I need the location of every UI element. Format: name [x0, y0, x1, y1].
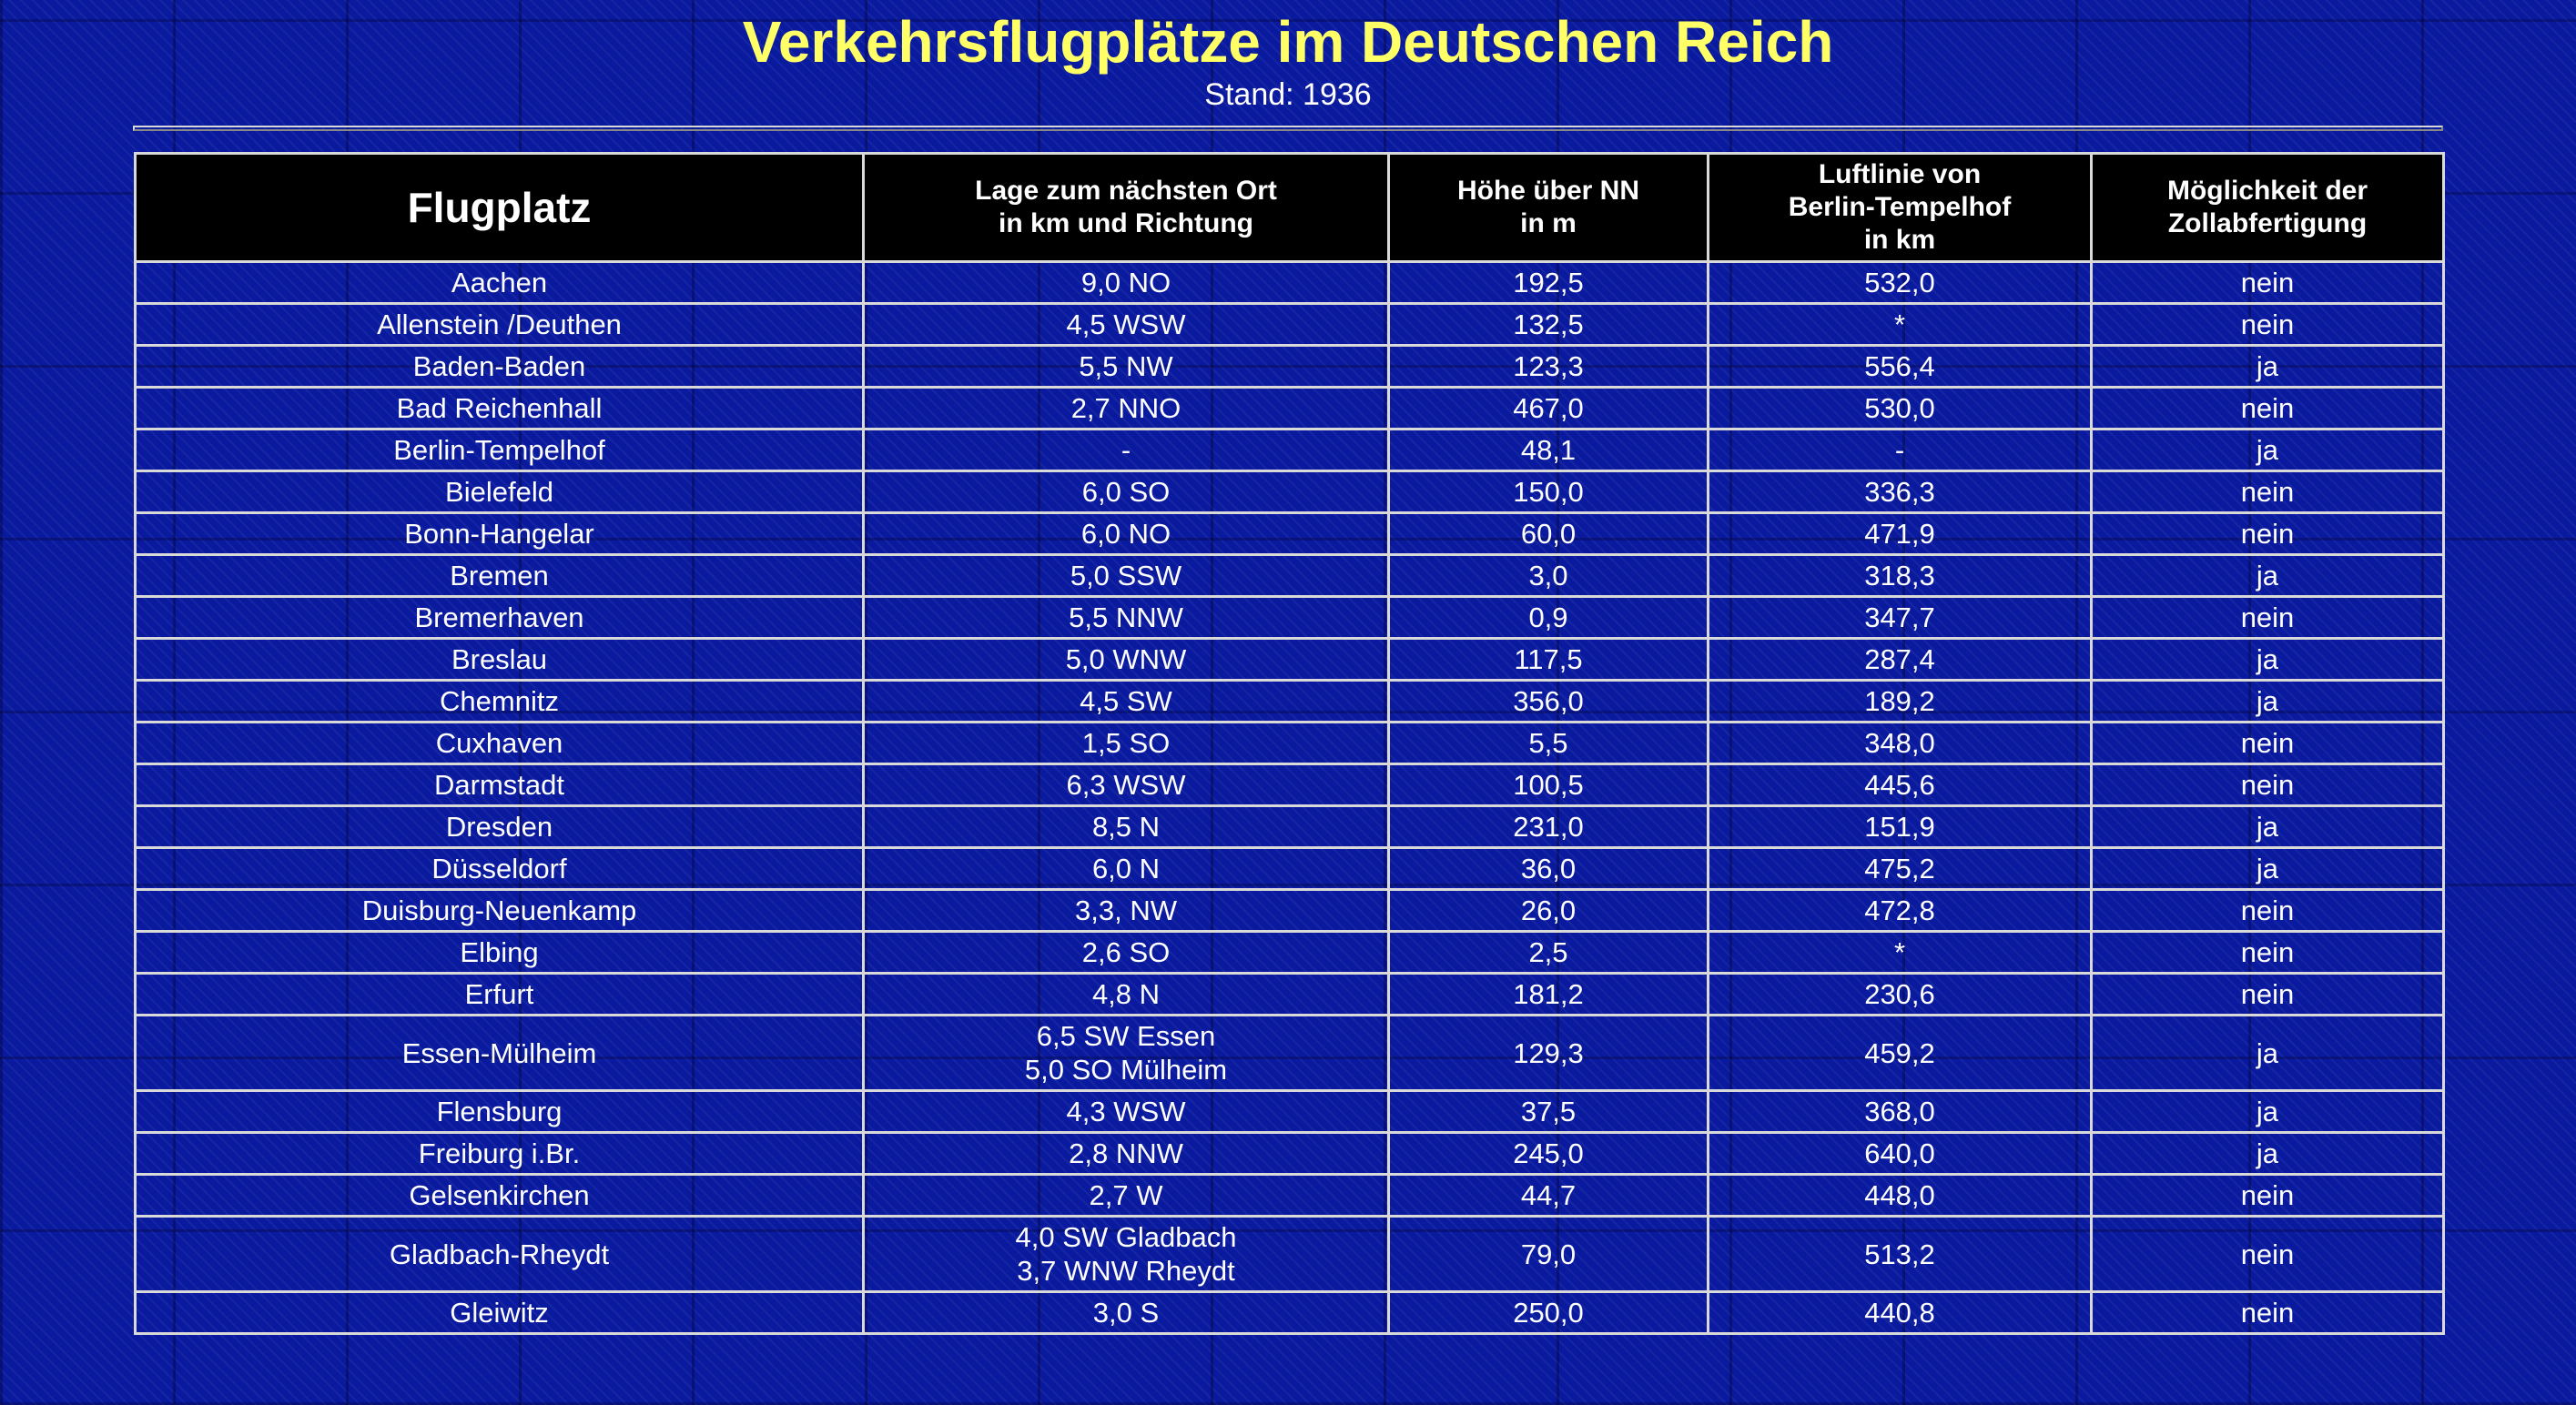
cell-hoehe: 100,5: [1389, 764, 1709, 806]
cell-lage: [864, 555, 1389, 597]
cell-flugplatz: Freiburg i.Br.: [136, 1133, 864, 1175]
table-row: [136, 806, 2444, 848]
column-header-line: Luftlinie von: [1818, 159, 1982, 189]
cell-lage: [864, 1091, 1389, 1133]
column-header-line: Flugplatz: [407, 184, 592, 231]
table-row: [136, 848, 2444, 890]
cell-luftlinie: 448,0: [1709, 1175, 2092, 1217]
cell-lage-line: 3,0 S: [1092, 1297, 1160, 1329]
column-header-line: Berlin-Tempelhof: [1788, 192, 2012, 222]
cell-lage-line: 5,0 SSW: [1070, 560, 1182, 591]
table-head: [136, 154, 2444, 262]
cell-zoll: nein: [2092, 1175, 2444, 1217]
cell-flugplatz: Darmstadt: [136, 764, 864, 806]
column-header-line: Möglichkeit der: [2166, 176, 2368, 206]
cell-luftlinie: *: [1709, 304, 2092, 346]
cell-flugplatz: Berlin-Tempelhof: [136, 430, 864, 471]
cell-zoll: nein: [2092, 304, 2444, 346]
cell-lage-line: 3,7 WNW Rheydt: [1017, 1255, 1235, 1287]
cell-luftlinie: 230,6: [1709, 974, 2092, 1016]
column-header-hoehe: [1389, 154, 1709, 262]
table-row: [136, 262, 2444, 304]
cell-lage: [864, 1292, 1389, 1334]
cell-hoehe: 132,5: [1389, 304, 1709, 346]
cell-zoll: ja: [2092, 1091, 2444, 1133]
cell-zoll: nein: [2092, 723, 2444, 764]
cell-lage: [864, 1133, 1389, 1175]
page-header: [0, 0, 2576, 113]
cell-hoehe: 44,7: [1389, 1175, 1709, 1217]
cell-lage-line: 4,3 WSW: [1066, 1096, 1186, 1127]
cell-hoehe: 26,0: [1389, 890, 1709, 932]
cell-luftlinie: 513,2: [1709, 1217, 2092, 1292]
cell-flugplatz: Aachen: [136, 262, 864, 304]
cell-lage-line: 8,5 N: [1091, 811, 1161, 843]
cell-luftlinie: 318,3: [1709, 555, 2092, 597]
cell-zoll: ja: [2092, 1133, 2444, 1175]
cell-luftlinie: 336,3: [1709, 471, 2092, 513]
cell-hoehe: 181,2: [1389, 974, 1709, 1016]
cell-flugplatz: Cuxhaven: [136, 723, 864, 764]
cell-flugplatz: Chemnitz: [136, 681, 864, 723]
cell-luftlinie: 287,4: [1709, 639, 2092, 681]
cell-lage: [864, 890, 1389, 932]
cell-zoll: nein: [2092, 1217, 2444, 1292]
cell-zoll: nein: [2092, 262, 2444, 304]
table-row: [136, 513, 2444, 555]
cell-flugplatz: Bremen: [136, 555, 864, 597]
cell-zoll: ja: [2092, 555, 2444, 597]
cell-hoehe: 356,0: [1389, 681, 1709, 723]
cell-zoll: ja: [2092, 681, 2444, 723]
cell-lage: [864, 513, 1389, 555]
cell-lage: [864, 723, 1389, 764]
cell-hoehe: 467,0: [1389, 388, 1709, 430]
cell-lage-line: 2,6 SO: [1081, 936, 1171, 968]
cell-flugplatz: Essen-Mülheim: [136, 1016, 864, 1091]
cell-luftlinie: 368,0: [1709, 1091, 2092, 1133]
table-row: [136, 346, 2444, 388]
cell-flugplatz: Bremerhaven: [136, 597, 864, 639]
table-row: [136, 1091, 2444, 1133]
cell-flugplatz: Dresden: [136, 806, 864, 848]
cell-lage-line: 2,7 NNO: [1070, 392, 1182, 424]
cell-lage-line: 2,8 NNW: [1069, 1137, 1183, 1169]
cell-lage: [864, 346, 1389, 388]
cell-lage-line: 5,0 SO Mülheim: [1024, 1054, 1228, 1086]
cell-luftlinie: 532,0: [1709, 262, 2092, 304]
cell-zoll: nein: [2092, 974, 2444, 1016]
cell-zoll: nein: [2092, 597, 2444, 639]
cell-hoehe: 36,0: [1389, 848, 1709, 890]
cell-zoll: nein: [2092, 471, 2444, 513]
cell-flugplatz: Erfurt: [136, 974, 864, 1016]
column-header-zoll: [2092, 154, 2444, 262]
cell-zoll: ja: [2092, 639, 2444, 681]
table-row: [136, 1175, 2444, 1217]
cell-lage: [864, 430, 1389, 471]
cell-hoehe: 3,0: [1389, 555, 1709, 597]
cell-lage-line: 6,0 N: [1091, 853, 1161, 884]
table-row: [136, 471, 2444, 513]
cell-hoehe: 250,0: [1389, 1292, 1709, 1334]
column-header-line: in km: [1863, 225, 1936, 255]
column-header-luftlinie: [1709, 154, 2092, 262]
cell-flugplatz: Allenstein /Deuthen: [136, 304, 864, 346]
table-row: [136, 304, 2444, 346]
table-row: [136, 723, 2444, 764]
table-row: [136, 639, 2444, 681]
cell-hoehe: 192,5: [1389, 262, 1709, 304]
cell-lage-line: -: [1121, 434, 1131, 466]
cell-lage-line: 4,8 N: [1091, 978, 1161, 1010]
cell-zoll: ja: [2092, 1016, 2444, 1091]
cell-lage-line: 3,3, NW: [1075, 895, 1177, 926]
cell-hoehe: 60,0: [1389, 513, 1709, 555]
cell-lage-line: 9,0 NO: [1080, 267, 1171, 298]
table-row: [136, 555, 2444, 597]
cell-lage-line: 4,0 SW Gladbach: [1015, 1221, 1237, 1253]
cell-luftlinie: 530,0: [1709, 388, 2092, 430]
column-header-line: Lage zum nächsten Ort: [975, 176, 1277, 206]
table-row: [136, 1292, 2444, 1334]
cell-zoll: ja: [2092, 430, 2444, 471]
cell-hoehe: 231,0: [1389, 806, 1709, 848]
cell-zoll: nein: [2092, 1292, 2444, 1334]
cell-zoll: nein: [2092, 890, 2444, 932]
cell-hoehe: 79,0: [1389, 1217, 1709, 1292]
table-row: [136, 1217, 2444, 1292]
cell-flugplatz: Gelsenkirchen: [136, 1175, 864, 1217]
column-header-line: Zollabfertigung: [2167, 208, 2368, 238]
column-header-line: Höhe über NN: [1456, 176, 1639, 206]
cell-luftlinie: 475,2: [1709, 848, 2092, 890]
cell-lage: [864, 848, 1389, 890]
table-row: [136, 388, 2444, 430]
table-row: [136, 681, 2444, 723]
cell-luftlinie: 471,9: [1709, 513, 2092, 555]
cell-luftlinie: 556,4: [1709, 346, 2092, 388]
cell-flugplatz: Bad Reichenhall: [136, 388, 864, 430]
cell-hoehe: 117,5: [1389, 639, 1709, 681]
cell-hoehe: 0,9: [1389, 597, 1709, 639]
table-row: [136, 1133, 2444, 1175]
cell-zoll: nein: [2092, 513, 2444, 555]
cell-zoll: nein: [2092, 932, 2444, 974]
cell-flugplatz: Baden-Baden: [136, 346, 864, 388]
cell-luftlinie: -: [1709, 430, 2092, 471]
table-row: [136, 597, 2444, 639]
cell-luftlinie: *: [1709, 932, 2092, 974]
cell-flugplatz: Flensburg: [136, 1091, 864, 1133]
cell-zoll: nein: [2092, 764, 2444, 806]
cell-lage: [864, 388, 1389, 430]
cell-hoehe: 129,3: [1389, 1016, 1709, 1091]
cell-lage: [864, 932, 1389, 974]
column-header-line: in km und Richtung: [999, 208, 1253, 238]
cell-zoll: nein: [2092, 388, 2444, 430]
cell-lage: [864, 262, 1389, 304]
table-row: [136, 974, 2444, 1016]
cell-lage: [864, 1217, 1389, 1292]
cell-lage-line: 4,5 SW: [1080, 685, 1172, 717]
cell-luftlinie: 440,8: [1709, 1292, 2092, 1334]
cell-hoehe: 2,5: [1389, 932, 1709, 974]
cell-zoll: ja: [2092, 848, 2444, 890]
cell-lage: [864, 764, 1389, 806]
cell-luftlinie: 348,0: [1709, 723, 2092, 764]
table-row: [136, 764, 2444, 806]
cell-lage: [864, 974, 1389, 1016]
table-row: [136, 890, 2444, 932]
cell-luftlinie: 189,2: [1709, 681, 2092, 723]
cell-lage: [864, 806, 1389, 848]
cell-lage-line: 6,0 NO: [1080, 518, 1171, 550]
cell-luftlinie: 445,6: [1709, 764, 2092, 806]
cell-flugplatz: Duisburg-Neuenkamp: [136, 890, 864, 932]
cell-lage: [864, 1016, 1389, 1091]
column-header-line: in m: [1520, 208, 1577, 238]
cell-lage-line: 1,5 SO: [1081, 727, 1171, 759]
cell-lage-line: 6,5 SW Essen: [1036, 1020, 1216, 1052]
cell-lage-line: 4,5 WSW: [1066, 308, 1186, 340]
airports-table: [134, 152, 2445, 1335]
cell-flugplatz: Bonn-Hangelar: [136, 513, 864, 555]
cell-hoehe: 123,3: [1389, 346, 1709, 388]
cell-lage-line: 5,0 WNW: [1065, 643, 1187, 675]
cell-flugplatz: Bielefeld: [136, 471, 864, 513]
cell-lage-line: 5,5 NW: [1079, 350, 1173, 382]
column-header-flugplatz: [136, 154, 864, 262]
cell-hoehe: 5,5: [1389, 723, 1709, 764]
table-row: [136, 932, 2444, 974]
cell-lage-line: 5,5 NNW: [1069, 601, 1183, 633]
cell-lage: [864, 1175, 1389, 1217]
header-row: [136, 154, 2444, 262]
cell-lage: [864, 639, 1389, 681]
cell-lage-line: 6,3 WSW: [1066, 769, 1186, 801]
cell-lage: [864, 304, 1389, 346]
cell-hoehe: 48,1: [1389, 430, 1709, 471]
cell-lage: [864, 681, 1389, 723]
cell-hoehe: 150,0: [1389, 471, 1709, 513]
cell-lage: [864, 471, 1389, 513]
cell-lage-line: 6,0 SO: [1081, 476, 1171, 508]
cell-luftlinie: 151,9: [1709, 806, 2092, 848]
column-header-lage: [864, 154, 1389, 262]
cell-flugplatz: Gladbach-Rheydt: [136, 1217, 864, 1292]
page-subtitle: Stand: 1936: [1204, 77, 1372, 112]
cell-flugplatz: Breslau: [136, 639, 864, 681]
cell-hoehe: 37,5: [1389, 1091, 1709, 1133]
cell-flugplatz: Elbing: [136, 932, 864, 974]
cell-luftlinie: 459,2: [1709, 1016, 2092, 1091]
cell-lage-line: 2,7 W: [1089, 1179, 1163, 1211]
cell-hoehe: 245,0: [1389, 1133, 1709, 1175]
cell-zoll: ja: [2092, 346, 2444, 388]
cell-luftlinie: 640,0: [1709, 1133, 2092, 1175]
cell-flugplatz: Gleiwitz: [136, 1292, 864, 1334]
cell-flugplatz: Düsseldorf: [136, 848, 864, 890]
table-row: [136, 430, 2444, 471]
cell-luftlinie: 472,8: [1709, 890, 2092, 932]
table-row: [136, 1016, 2444, 1091]
header-divider: [133, 126, 2443, 131]
cell-zoll: ja: [2092, 806, 2444, 848]
table-body: [136, 262, 2444, 1334]
page-title: Verkehrsflugplätze im Deutschen Reich: [742, 9, 1834, 75]
cell-lage: [864, 597, 1389, 639]
cell-luftlinie: 347,7: [1709, 597, 2092, 639]
